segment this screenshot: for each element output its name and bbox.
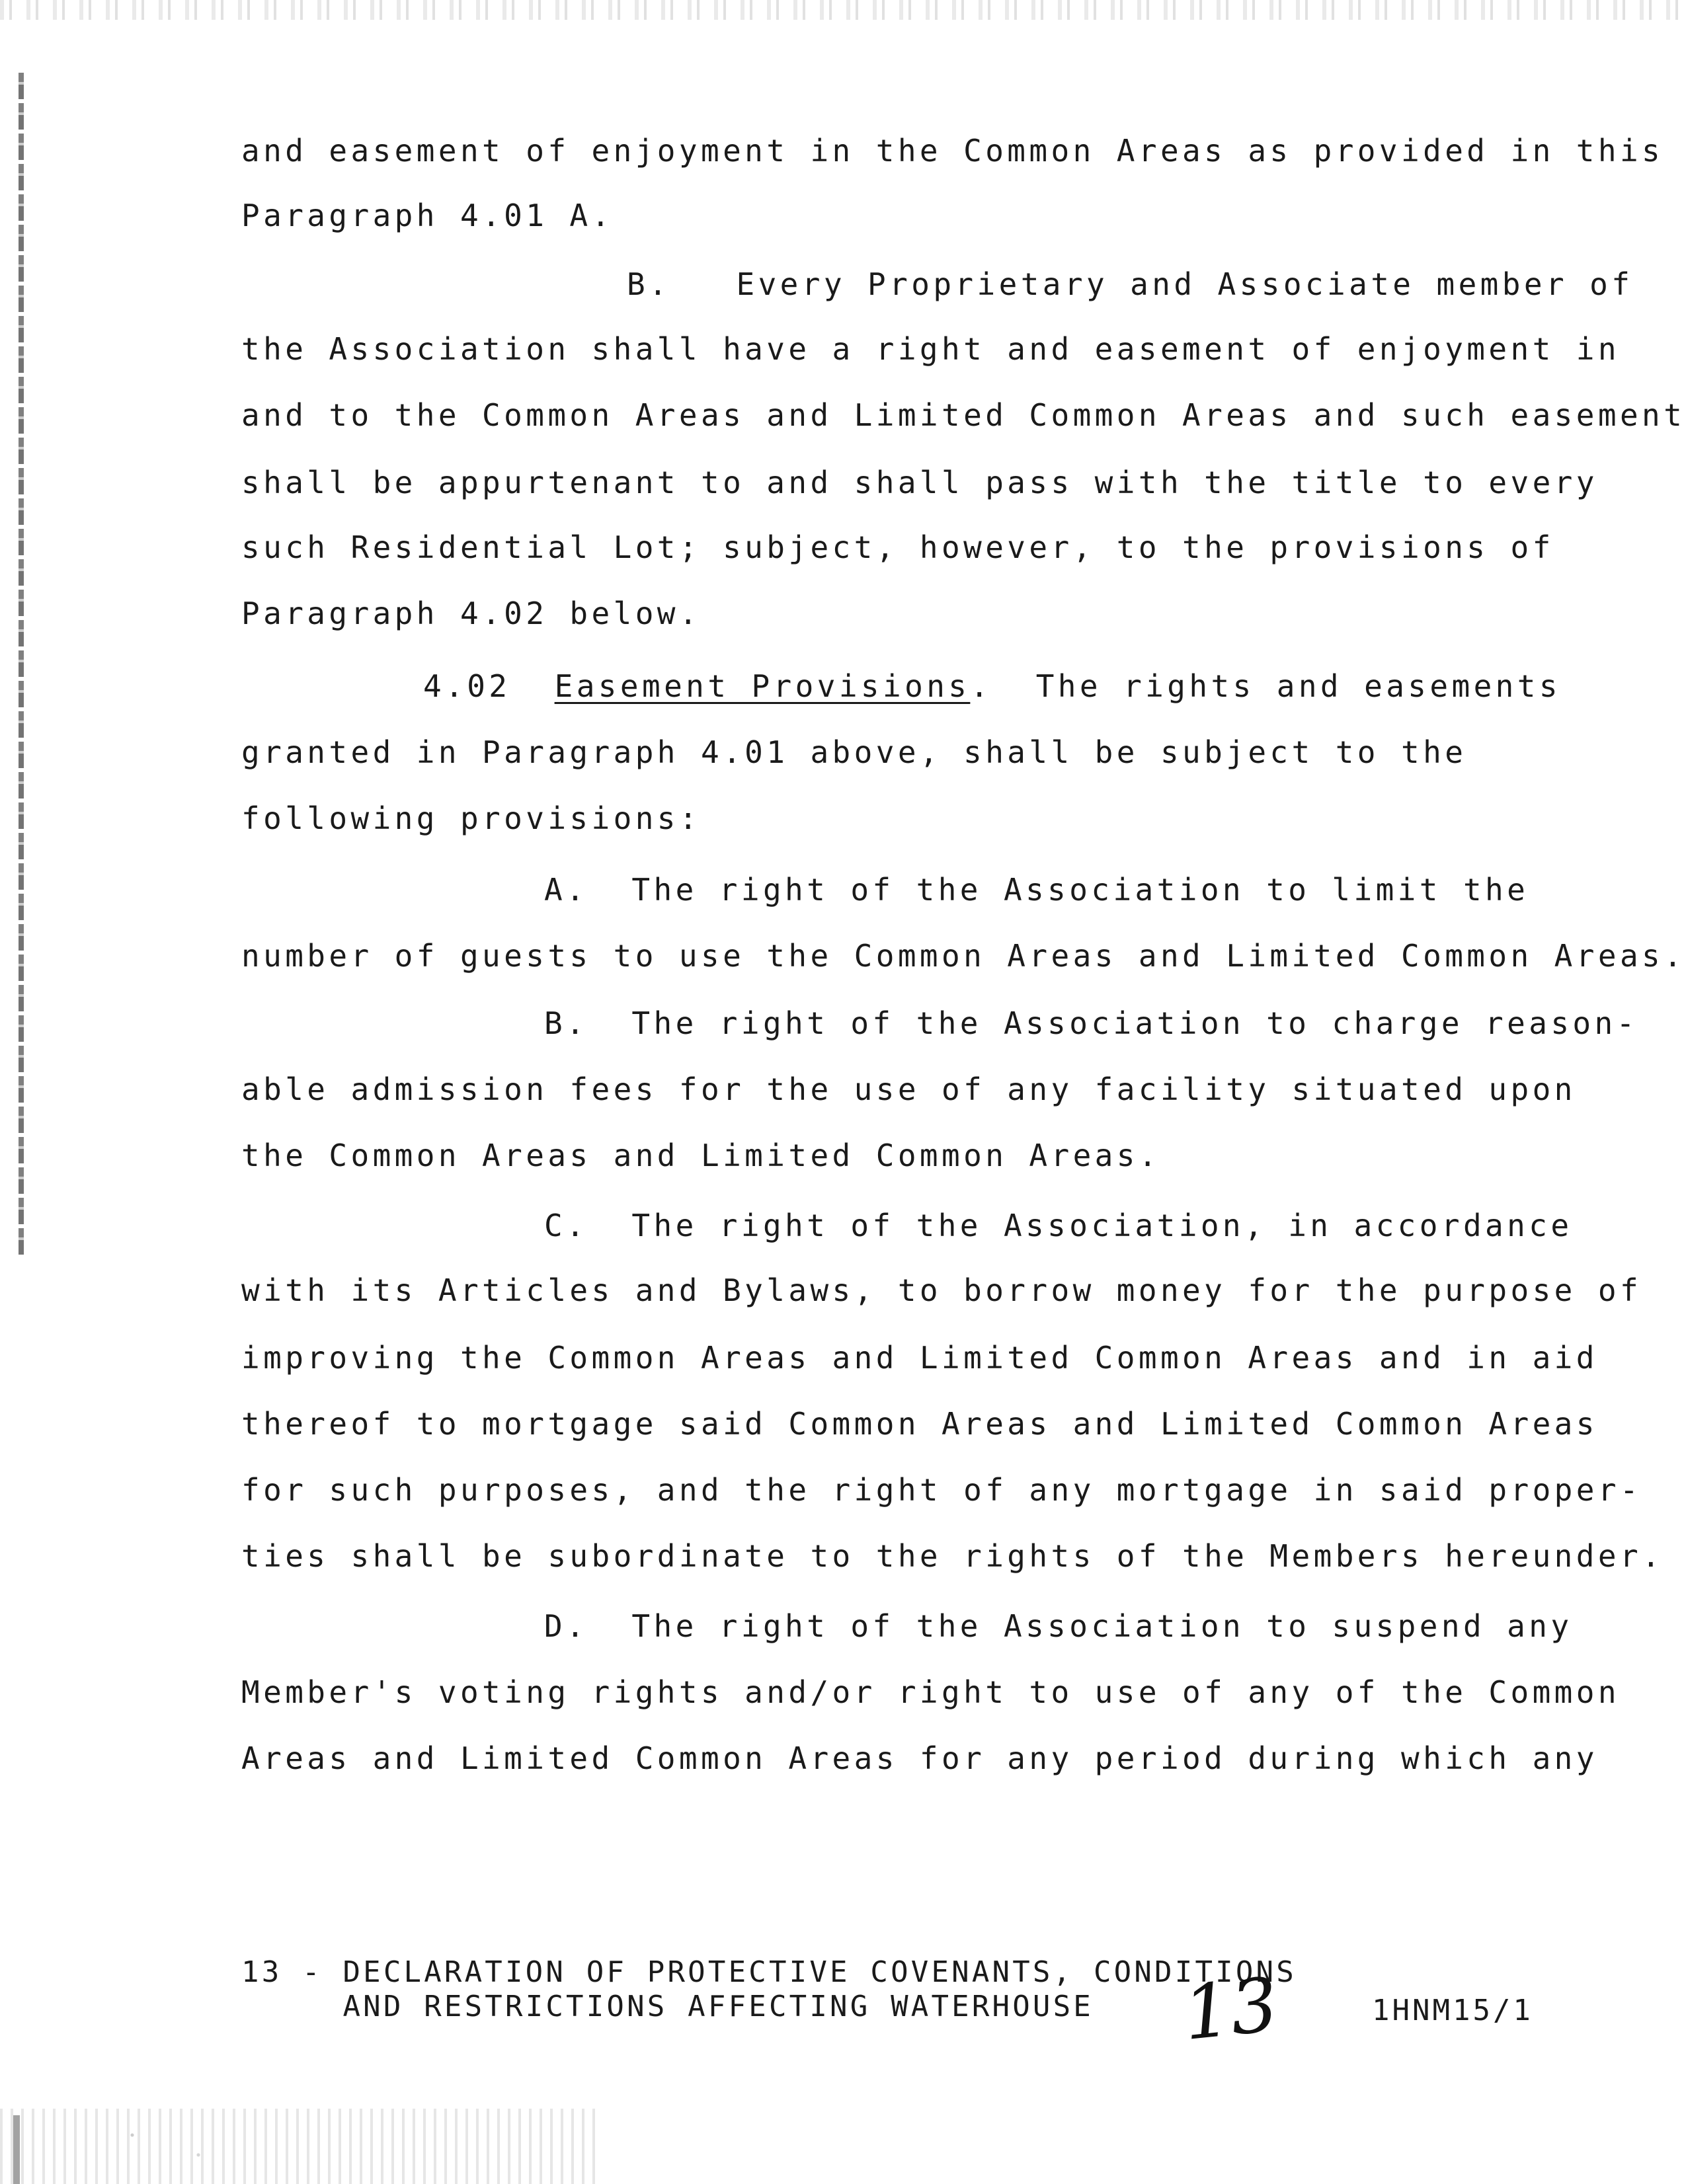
scan-artifact-bottom-left [13,2115,20,2184]
provision-line: Member's voting rights and/or right to use of any of the Common [241,1674,1620,1710]
provision-line: Areas and Limited Common Areas for any period during which any [241,1740,1598,1776]
body-line: shall be appurtenant to and shall pass with the title to every [241,465,1598,500]
body-line: the Association shall have a right and easement of enjoyment in [241,331,1620,367]
handwritten-page-number: 13 [1179,1961,1282,2058]
scan-artifact-top [0,0,1686,20]
footer-title-line-1: 13 - DECLARATION OF PROTECTIVE COVENANTS, CONDITIONS [241,1955,1297,1989]
provision-line: ties shall be subordinate to the rights of the Members hereunder. [241,1538,1664,1574]
section-heading: Easement Provisions [554,668,971,704]
provision-line: D. The right of the Association to suspend any [544,1608,1573,1644]
scan-artifact-left-edge [19,73,24,1256]
body-line: and easement of enjoyment in the Common Areas as provided in this [241,133,1664,169]
section-heading-period: . [970,668,992,704]
provision-line: C. The right of the Association, in accordance [544,1208,1573,1243]
provision-line: able admission fees for the use of any facility situated upon [241,1072,1576,1107]
body-line: Paragraph 4.02 below. [241,596,701,631]
provision-line: for such purposes, and the right of any mortgage in said proper- [241,1472,1642,1508]
scan-artifact-bottom [0,2109,595,2184]
body-line: following provisions: [241,800,701,836]
provision-line: the Common Areas and Limited Common Areas. [241,1138,1160,1173]
body-line: such Residential Lot; subject, however, to the provisions of [241,529,1554,565]
section-number: 4.02 [423,668,511,704]
provision-line: thereof to mortgage said Common Areas and Limited Common Areas [241,1406,1598,1442]
body-line: Paragraph 4.01 A. [241,198,614,233]
provision-line: A. The right of the Association to limit the [544,872,1529,908]
section-intro: The rights and easements [992,668,1561,704]
document-code: 1HNM15/1 [1372,1994,1533,2027]
body-line: B. Every Proprietary and Associate member of [627,266,1634,302]
provision-line: improving the Common Areas and Limited Common Areas and in aid [241,1340,1598,1376]
body-line: and to the Common Areas and Limited Common Areas and such easement [241,397,1686,433]
section-402-heading-line [423,668,1561,705]
provision-line: with its Articles and Bylaws, to borrow money for the purpose of [241,1272,1642,1308]
provision-line: B. The right of the Association to charge reason- [544,1005,1638,1041]
provision-line: number of guests to use the Common Areas and Limited Common Areas. [241,938,1686,974]
footer-title-line-2: AND RESTRICTIONS AFFECTING WATERHOUSE [241,1990,1094,2023]
body-line: granted in Paragraph 4.01 above, shall be subject to the [241,734,1467,770]
